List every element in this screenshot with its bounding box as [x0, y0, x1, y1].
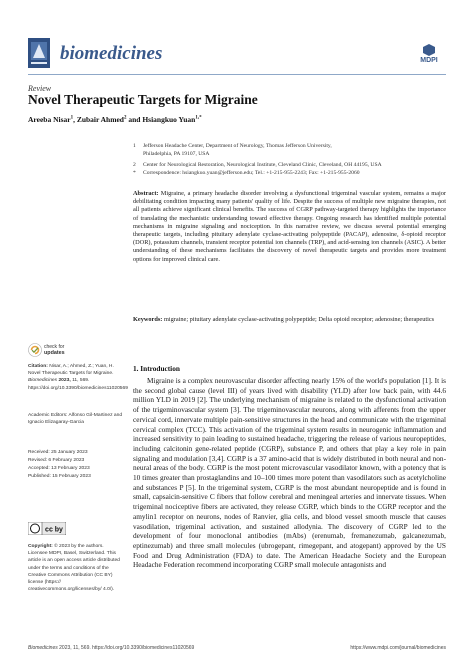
published-date: Published: 15 February 2023 — [28, 474, 91, 479]
check-updates-icon — [28, 343, 42, 357]
footer-doi[interactable]: 2023, 11, 569. https://doi.org/10.3390/biomedicines11020569 — [59, 645, 195, 651]
section-heading: 1. Introduction — [133, 364, 180, 373]
author-name[interactable]: Areeba Nisar — [28, 115, 71, 124]
check-updates-line-2: updates — [44, 350, 65, 356]
author-name[interactable]: Zubair Ahmed — [76, 115, 124, 124]
citation-doi[interactable]: 11, 569. https://doi.org/10.3390/biomedicines11020569 — [28, 378, 128, 391]
citation-text: Nisar, A.; Ahmed, Z.; Yuan, H. Novel Therapeutic Targets for Migraine. — [28, 364, 114, 377]
affiliation-number: 2 — [133, 162, 136, 168]
keywords-label: Keywords: — [133, 316, 163, 323]
academic-editors: Academic Editors: Alfonso Gil-Martinez and Ignacio Elizagaray-Garcia — [28, 413, 123, 426]
affiliation-number: * — [133, 170, 136, 176]
author-list — [28, 115, 202, 124]
citation-year: 2023, — [58, 378, 71, 384]
check-for-updates-badge[interactable] — [28, 343, 88, 357]
author-name[interactable]: Hsiangkuo Yuan — [142, 115, 196, 124]
journal-logo-icon — [28, 38, 50, 68]
received-date: Received: 25 January 2023 — [28, 450, 88, 455]
copyright-block — [28, 543, 124, 593]
article-title: Novel Therapeutic Targets for Migraine — [28, 92, 258, 107]
affiliation-text: Jefferson Headache Center, Department of Neurology, Thomas Jefferson University, — [143, 143, 332, 149]
copyright-text: © 2023 by the authors. Licensee MDPI, Basel, Switzerland. This article is an open access article distributed under the terms and conditions of the Creative Commons Attribution (CC BY) license (https:// creativecommons.org/licenses/by/ 4.0/). — [28, 544, 120, 593]
abstract-text: Migraine, a primary headache disorder involving a dysfunctional trigeminal vascular system, remains a major debilitating condition impacting many patients' quality of life. Despite the success of multiple new migraine therapies, not all patients achieve significant clinical benefits. The success of CGRP pathway-targeted therapy highlights the importance of translating the mechanistic understanding toward effective therapy. Ongoing research has identified multiple potential mechanisms in migraine signaling and nociception. In this narrative review, we discuss several potential emerging therapeutic targets, including pituitary adenylate cyclase-activating polypeptide (PACAP), adenosine, δ-opioid receptor (DOR), potassium channels, transient receptor potential ion channels (TRP), and acid-sensing ion channels (ASIC). A better understanding of these mechanisms facilitates the discovery of novel therapeutic targets and provides more treatment options for improved clinical care. — [133, 190, 446, 263]
affiliation-text: Center for Neurological Restoration, Neurological Institute, Cleveland Clinic, Cleveland, OH 44195, USA — [143, 162, 382, 168]
correspondence-text: Correspondence: hsiangkuo.yuan@jefferson.edu; Tel.: +1-215-955-2243; Fax: +1-215-955-2060 — [143, 170, 360, 176]
author-affil-mark: 2 — [123, 115, 127, 121]
cc-badge-text: cc by — [45, 526, 63, 534]
accepted-date: Accepted: 13 February 2023 — [28, 466, 90, 471]
check-updates-line-1: check for — [44, 344, 65, 350]
keywords — [133, 316, 446, 324]
abstract-label: Abstract: — [133, 190, 159, 197]
author-separator: , — [73, 115, 77, 124]
author-separator: and — [126, 115, 143, 124]
check-updates-text — [44, 344, 65, 356]
author-affil-mark: 1,* — [195, 115, 202, 121]
footer-citation — [28, 645, 194, 651]
cc-by-license-badge[interactable] — [28, 522, 66, 535]
header-divider — [28, 74, 446, 75]
abstract — [133, 190, 446, 264]
citation-label: Citation: — [28, 364, 48, 369]
introduction-text: Migraine is a complex neurovascular disorder affecting nearly 15% of the world's population [1]. It is the second global cause (level III) of years lived with disability (YLD) after low back pain, with 44.6 million YLD in 2019 [2]. The underlying mechanism of migraine is related to the dysfunctional activation of the trigeminovascular system [3]. The trigeminovascular neurons, along with afferents from the upper cervical cord, innervate multiple pain-sensitive structures in the head and communicate with the trigeminal cervical complex (TCC). This activation of the trigeminal system results in neurogenic inflammation and increased sensitivity to pain leading to sustained headache, triggering the release of various neuropeptides, including calcitonin gene-related peptide (CGRP), substance P, and others that play a key role in pain signaling and modulation [3,4]. CGRP is a 37 amino-acid that is widely distributed in both neural and non-neural areas of the body. CGRP is the most potent microvascular vasodilator known, with a potency that is 10 times greater than prostaglandins and 10–100 times more potent than vasodilators such as acetylcholine and substances P [5]. In the trigeminal system, CGRP is the most abundant neuropeptide and is found in small, capsaicin-sensitive C fibers that follow cerebral and meningeal arteries and innervate tissues. When trigeminal nociceptive fibers are activated, they release CGRP, which binds to the CGRP receptor and the amylin1 receptor on neurons, nodes of Ranvier, glia cells, and blood vessel smooth muscle that causes vasodilation, trigeminal activation, and sustained allodynia. The discovery of CGRP led to the development of four monoclonal antibodies (mAbs) (erenumab, fremanezumab, galcanezumab, eptinezumab) and three small molecules (ubrogepant, rimegepant, and atogepant) approved by the US Food and Drug Administration (FDA) to date. The American Headache Society and the European Headache Federation recommend incorporating CGRP small molecule antagonists and — [133, 376, 446, 570]
affiliation-number: 1 — [133, 143, 136, 149]
citation-block — [28, 363, 128, 392]
citation-journal: Biomedicines — [28, 378, 58, 384]
author-affil-mark: 1 — [70, 115, 74, 121]
copyright-label: Copyright: — [28, 544, 53, 549]
mdpi-logo-text: MDPI — [420, 57, 438, 63]
footer-journal-url[interactable]: https://www.mdpi.com/journal/biomedicines — [350, 645, 446, 651]
article-type: Review — [28, 84, 52, 93]
journal-name[interactable]: biomedicines — [60, 43, 163, 64]
revised-date: Revised: 6 February 2023 — [28, 458, 85, 463]
footer-journal: Biomedicines — [28, 645, 58, 651]
keywords-text: migraine; pituitary adenylate cyclase-activating polypeptide; Delta opioid receptor; adenosine; therapeutics — [163, 316, 435, 323]
affiliation-text: Philadelphia, PA 19107, USA — [143, 151, 210, 157]
mdpi-logo[interactable] — [410, 43, 448, 63]
